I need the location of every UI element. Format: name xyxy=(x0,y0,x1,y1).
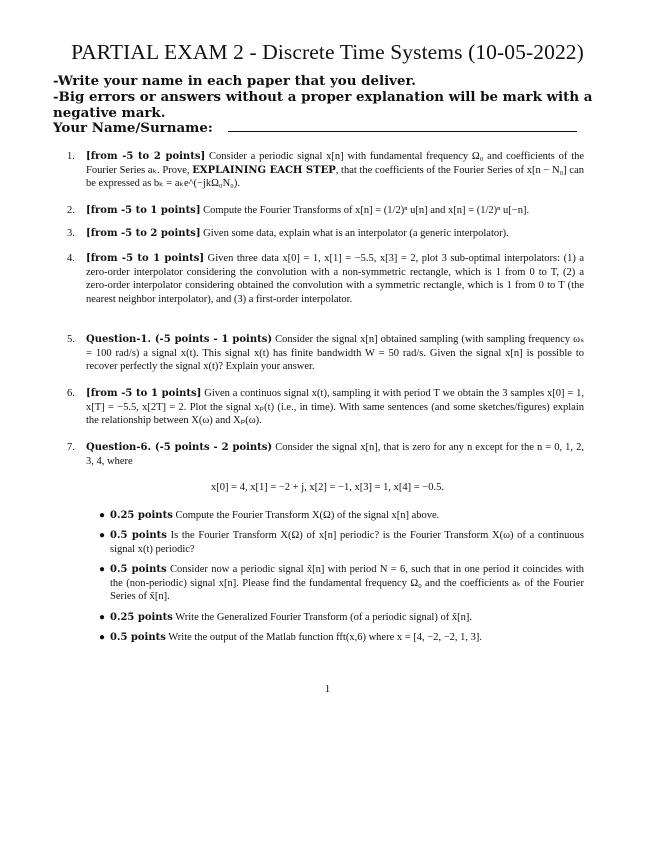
question-points: [from -5 to 1 points] xyxy=(86,253,205,264)
question-2 xyxy=(67,204,584,218)
question-1 xyxy=(67,150,585,191)
bullet-icon: ● xyxy=(99,632,106,643)
question-5 xyxy=(67,333,584,374)
question-text: Given some data, explain what is an interpolator (a generic interpolator). xyxy=(203,228,509,239)
signal-formula: x[0] = 4, x[1] = −2 + j, x[2] = −1, x[3] = 1, x[4] = −0.5. xyxy=(211,482,444,493)
subitem-text: Write the output of the Matlab function fft(x,6) where x = [4, −2, −2, 1, 3]. xyxy=(168,632,482,643)
subitem-points: 0.5 points xyxy=(110,530,167,541)
question-points: [from -5 to 2 points] xyxy=(86,228,201,239)
bullet-icon: ● xyxy=(99,612,106,623)
question-3 xyxy=(67,227,584,241)
name-input-line[interactable] xyxy=(228,131,577,132)
page-title: PARTIAL EXAM 2 - Discrete Time Systems (10-05-2022) xyxy=(71,40,584,64)
question-6 xyxy=(67,387,585,428)
question-text: Compute the Fourier Transforms of x[n] = (1/2)ⁿ u[n] and x[n] = (1/2)ⁿ u[−n]. xyxy=(203,205,530,216)
subitem-3 xyxy=(99,563,585,604)
subitem-2 xyxy=(99,529,585,556)
subitem-5 xyxy=(99,631,584,645)
question-points: [from -5 to 1 points] xyxy=(86,205,201,216)
question-points: [from -5 to 1 points] xyxy=(86,388,202,399)
question-number: 4. xyxy=(67,253,75,264)
question-text: Consider the signal x[n], that is zero for any n except for the n = 0, 1, 2, 3, 4, where xyxy=(86,442,584,467)
question-number: 1. xyxy=(67,151,75,162)
subitem-text: Write the Generalized Fourier Transform (of a periodic signal) of x̃[n]. xyxy=(175,612,472,623)
subitem-points: 0.25 points xyxy=(110,612,173,623)
question-text: Consider the signal x[n] obtained sampling (with sampling frequency ωₛ = 100 rad/s) a signal x(t). This signal x(t) has finite bandwidth W = 50 rad/s. Given the signal x[n] is possible to recover perfectly the signal x(t)? Explain your answer. xyxy=(86,334,584,373)
bullet-icon: ● xyxy=(99,564,106,575)
page-number: 1 xyxy=(324,683,331,695)
question-points: [from -5 to 2 points] xyxy=(86,151,206,162)
question-text: Given three data x[0] = 1, x[1] = −5.5, x[3] = 2, plot 3 sub-optimal interpolators: (1) a zero-order interpolator considering the convolution with a non-symmetric rectangle, which is 1 from 0 to T, (2) a zero-order interpolator considering obtained the convolution with a symmetric rectangle, which is 1 from 0 to T (the nearest neighbor interpolator), and (3) a first-order interpolator. xyxy=(86,253,585,305)
question-number: 2. xyxy=(67,205,75,216)
question-number: 5. xyxy=(67,334,75,345)
instruction-name: -Write your name in each paper that you deliver. xyxy=(53,73,416,89)
question-points: Question-6. (-5 points - 2 points) xyxy=(86,442,273,453)
subitem-points: 0.5 points xyxy=(110,632,166,643)
bullet-icon: ● xyxy=(99,510,106,521)
question-text: Given a continuos signal x(t), sampling it with period T we obtain the 3 samples x[0] = 1, x[T] = −5.5, x[2T] = 2. Plot the signal xₚ(t) (i.e., in time). With same sentences (and some sketches/figures) explain the relationship between X(ω) and Xₚ(ω). xyxy=(86,388,585,427)
instruction-errors: -Big errors or answers without a proper explanation will be mark with a negative mark. xyxy=(53,89,593,121)
subitem-points: 0.25 points xyxy=(110,510,173,521)
question-points: Question-1. (-5 points - 1 points) xyxy=(86,334,273,345)
subitem-text: Consider now a periodic signal x̃[n] with period N = 6, such that in one period it coincides with the (non-periodic) signal x[n]. Please find the fundamental frequency Ω₀ and the coefficients aₖ of the Fourier Series of x̃[n]. xyxy=(110,564,585,603)
question-7 xyxy=(67,441,584,468)
subitem-4 xyxy=(99,611,584,625)
bullet-icon: ● xyxy=(99,530,106,541)
question-text-2: , that the coefficients of the Fourier Series of x[n − N₀] can be expressed as bₖ = aₖe^(−jkΩ₀N₀). xyxy=(86,164,585,190)
name-label: Your Name/Surname: xyxy=(53,120,213,136)
subitem-points: 0.5 points xyxy=(110,564,167,575)
question-text: Consider a periodic signal x[n] with fundamental frequency Ω₀ and coefficients of the Fourier Series aₖ. Prove, xyxy=(86,151,585,176)
question-number: 6. xyxy=(67,388,75,399)
subitem-1 xyxy=(99,509,584,523)
question-number: 3. xyxy=(67,228,75,239)
subitem-text: Compute the Fourier Transform X(Ω) of the signal x[n] above. xyxy=(175,510,440,521)
question-4 xyxy=(67,252,585,306)
question-emphasis: EXPLAINING EACH STEP xyxy=(192,164,336,176)
question-number: 7. xyxy=(67,442,75,453)
subitem-text: Is the Fourier Transform X(Ω) of x[n] periodic? is the Fourier Transform X(ω) of a continuous signal x(t) periodic? xyxy=(110,530,585,555)
